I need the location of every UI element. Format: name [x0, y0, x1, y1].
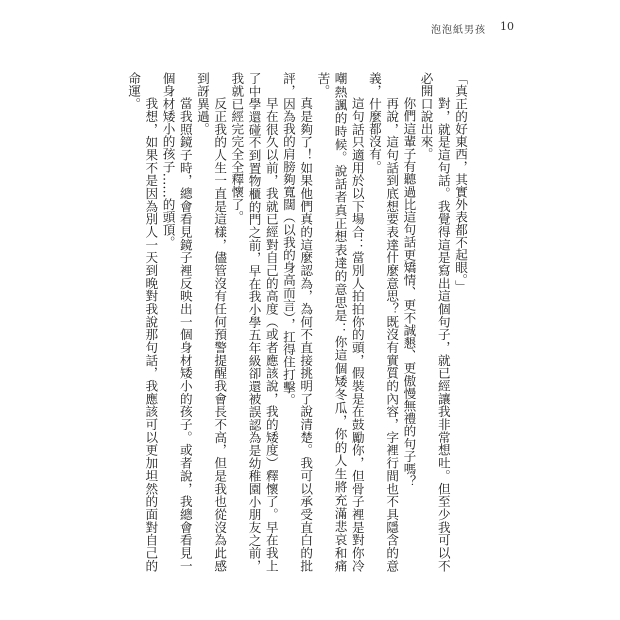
paragraph: 這句話只適用於以下場合：當別人拍拍你的頭，假裝是在鼓勵你，但骨子裡是對你冷嘲熱諷的時候。說話者真正想表達的意思是：你這個矮冬瓜，你的人生將充滿悲哀和痛苦。	[315, 72, 365, 572]
paragraph: 我想，如果不是因為別人一天到晚對我說那句話，我應該可以更加坦然的面對自己的命運。	[126, 72, 159, 572]
paragraph: 反正我的人生一直是這樣，儘管沒有任何預警提醒我會長不高，但是我也從沒為此感到訝異過。	[194, 72, 228, 572]
paragraph-quote: 「真正的好東西，其實外表都不起眼。」	[453, 72, 468, 293]
paragraph: 真是夠了！如果他們真的這麼認為，為何不直接挑明了說清楚。我可以承受直白的批評，因為我的肩膀夠寬闊（以我的身高而言），扛得住打擊。	[280, 72, 314, 572]
paragraph: 對，就是這句話。我覺得這是寫出這個句子，就已經讓我非常想吐。但至少我可以不必開口說出來。	[418, 72, 451, 572]
paragraph: 你們這輩子有聽過比這句話更矯情、更不誠懇、更傲慢無禮的句子嗎？	[401, 97, 417, 488]
page-number: 10	[500, 20, 514, 33]
running-title: 泡泡紙男孩	[431, 25, 486, 36]
paragraph: 早在很久以前，我就已經對自己的高度（或者應該說，我的矮度）釋懷了。早在我上了中學還碰不到置物櫃的門之前，早在我小學五年級卻還被誤認為是幼稚園小朋友之前，我就已經完完全全釋懷了。	[229, 72, 279, 572]
body-text	[109, 72, 469, 572]
paragraph: 再說，這句話到底想要表達什麼意思？既沒有實質的內容，字裡行間也不具隱含的意義，什麼都沒有。	[366, 72, 400, 572]
paragraph: 當我照鏡子時，總會看見鏡子裡反映出一個身材矮小的孩子。或者說，我總會看見一個身材矮小的孩子……的頭頂。	[160, 72, 193, 572]
